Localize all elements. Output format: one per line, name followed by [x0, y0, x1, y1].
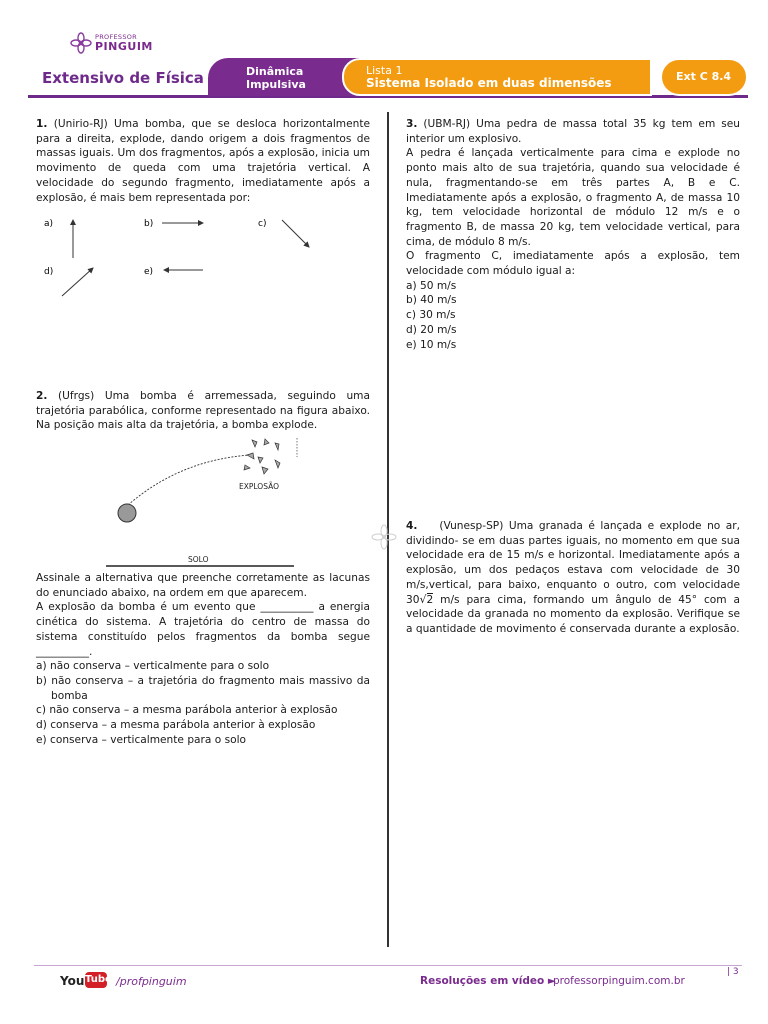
fragments-icon	[244, 439, 280, 474]
footer-rule	[34, 965, 742, 966]
q4-text-a: (Vunesp-SP) Uma granada é lançada e explode no ar, dividindo- se em duas partes iguais, no momento em que sua velocidade era de 15 m/s e horizontal. Imediatamente após a explosão, um dos pedaços estava com velocidade de 30 m/s,vertical, para baixo, enquanto o outro, com velocidade	[406, 520, 740, 591]
question-3	[406, 117, 740, 352]
topic-line-2: Impulsiva	[246, 78, 306, 91]
q1-number: 1.	[36, 118, 48, 130]
q4-text-b: m/s para cima, formando um ângulo de 45° com a velocidade da granada no momento da explosão. Verifique se a quantidade de movimento é conservada durante a explosão.	[406, 593, 741, 635]
q2-option-c: c) não conserva – a mesma parábola anterior à explosão	[36, 704, 338, 717]
parabola-path	[128, 455, 250, 505]
video-resolutions-label: Resoluções em vídeo ►	[420, 975, 556, 987]
page-number: | 3	[727, 967, 739, 977]
q1-label-a: a)	[44, 219, 54, 229]
course-title: Extensivo de Física	[42, 69, 204, 87]
q2-option-e: e) conserva – verticalmente para o solo	[36, 733, 247, 746]
q1-label-c: c)	[258, 219, 267, 229]
q3-p2: A pedra é lançada verticalmente para cima e explode no ponto mais alto de sua trajetória, quando sua velocidade é nula, fragmentando-se em três partes A, B e C. Imediatamente após a explosão, o fragmento A, de massa 10 kg, tem velocidade horizontal de módulo 12 m/s e o fragmento B, de massa 20 kg, tem velocidade vertical, para cima, de módulo 8 m/s.	[406, 147, 740, 248]
watermark-flower-icon	[371, 524, 397, 550]
q2-option-a: a) não conserva – verticalmente para o solo	[36, 660, 270, 673]
ground-label: SOLO	[188, 555, 209, 564]
q3-option-c: c) 30 m/s	[406, 309, 456, 322]
q4-number: 4.	[406, 520, 418, 532]
site-link[interactable]: professorpinguim.com.br	[553, 975, 685, 987]
q1-label-d: d)	[44, 267, 54, 277]
q2-intro: (Ufrgs) Uma bomba é arremessada, seguindo uma trajetória parabólica, conforme representado na figura abaixo. Na posição mais alta da trajetória, a bomba explode.	[36, 390, 370, 432]
topic-label	[246, 65, 306, 91]
q4-sqrt-coef: 30	[406, 593, 420, 606]
youtube-handle-link[interactable]: /profpinguim	[116, 975, 187, 988]
q3-p1: (UBM-RJ) Uma pedra de massa total 35 kg tem em seu interior um explosivo.	[406, 118, 740, 145]
brand-logo	[70, 32, 180, 56]
q3-option-e: e) 10 m/s	[406, 338, 457, 351]
question-4	[406, 519, 740, 637]
sqrt-sign-icon: √	[419, 592, 427, 606]
question-2-body	[36, 571, 370, 747]
brand-name: PINGUIM	[95, 40, 153, 53]
list-title: Sistema Isolado em duas dimensões	[366, 76, 612, 90]
list-heading	[366, 64, 612, 90]
q3-option-d: d) 20 m/s	[406, 323, 457, 336]
list-code: Ext C 8.4	[676, 70, 732, 83]
explosion-label: EXPLOSÃO	[239, 482, 280, 491]
q3-option-a: a) 50 m/s	[406, 279, 457, 292]
q4-sqrt-arg: 2	[426, 593, 434, 606]
q2-option-b: b) não conserva – a trajetória do fragmento mais massivo da bomba	[36, 674, 370, 702]
youtube-logo-tube[interactable]: Tube	[85, 972, 107, 988]
q3-number: 3.	[406, 118, 418, 130]
topic-line-1: Dinâmica	[246, 65, 304, 78]
q2-trajectory-figure	[100, 435, 310, 570]
q2-option-d: d) conserva – a mesma parábola anterior à explosão	[36, 719, 316, 732]
bomb-icon	[118, 504, 136, 522]
q2-instruction: Assinale a alternativa que preenche corretamente as lacunas do enunciado abaixo, na ordem em que aparecem.	[36, 572, 370, 599]
q2-number: 2.	[36, 390, 48, 402]
youtube-logo-you[interactable]: You	[60, 974, 85, 988]
q1-arrows-figure	[36, 210, 336, 300]
q1-label-b: b)	[144, 219, 154, 229]
pinguim-logo-icon	[70, 32, 92, 54]
list-label: Lista 1	[366, 64, 403, 77]
q2-statement: A explosão da bomba é um evento que __________ a energia cinética do sistema. A trajetória do centro de massa do sistema constituído pelos fragmentos da bomba segue __________.	[36, 601, 370, 658]
q3-option-b: b) 40 m/s	[406, 294, 457, 307]
question-2-intro	[36, 389, 370, 433]
q3-p3: O fragmento C, imediatamente após a explosão, tem velocidade com módulo igual a:	[406, 250, 740, 278]
q1-text: (Unirio-RJ) Uma bomba, que se desloca horizontalmente para a direita, explode, dando origem a dois fragmentos de massas iguais. Um dos fragmentos, após a explosão, inicia um movimento de queda com uma trajetória vertical. A velocidade do segundo fragmento, imediatamente após a explosão, é mais bem representada por:	[36, 118, 370, 204]
question-1	[36, 117, 370, 205]
arrow-c	[282, 220, 309, 247]
brand-small-text: PROFESSOR	[95, 33, 137, 41]
q1-label-e: e)	[144, 267, 154, 277]
arrow-d	[62, 268, 93, 296]
